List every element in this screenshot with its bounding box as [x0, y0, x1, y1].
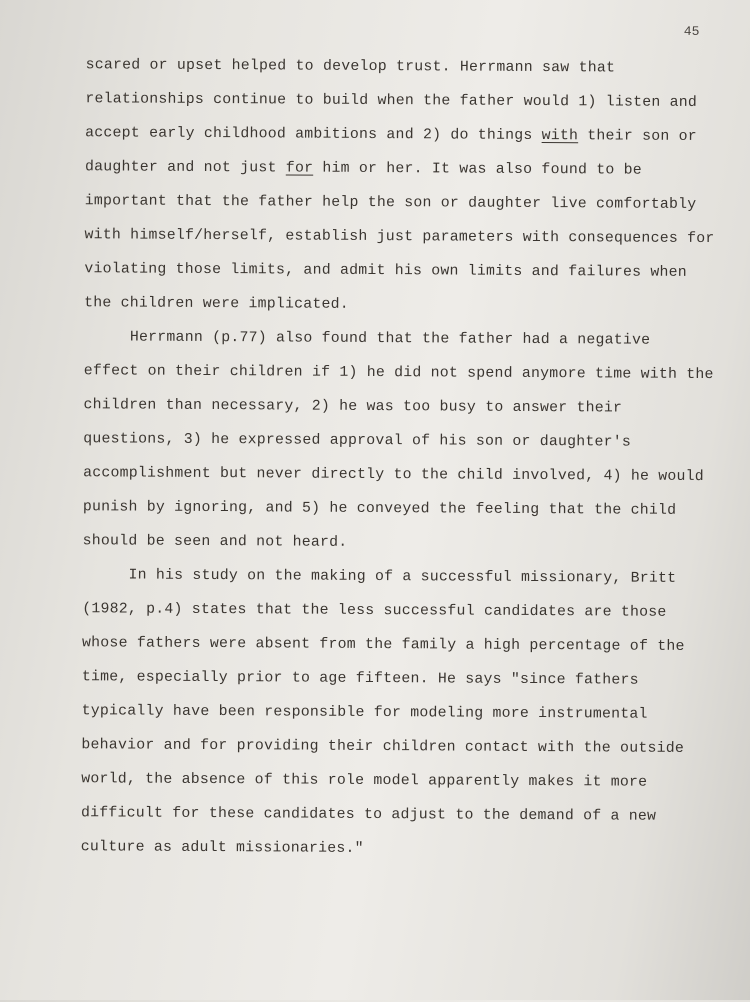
underlined-word-for: for [285, 160, 314, 177]
page-number: 45 [683, 23, 700, 39]
body-text [81, 48, 716, 868]
underlined-word-with: with [541, 128, 579, 145]
paragraph-1 [84, 48, 716, 324]
paragraph-2: Herrmann (p.77) also found that the father had a negative effect on their children if 1) he did not spend anymore time with the children than necessary, 2) he was too busy to answer their questions, 3) he expressed approval of his son or daughter's accomplishment but never directly to the child involved, 4) he would punish by ignoring, and 5) he conveyed the feeling that the child should be seen and not heard. [82, 329, 714, 551]
paragraph-3: In his study on the making of a successful missionary, Britt (1982, p.4) states that the less successful candidates are those whose fathers were absent from the family a high percentage of the time, especially prior to age fifteen. He says "since fathers typically have been responsible for modeling more instrumental behavior and for providing their children contact with the outside world, the absence of this role model apparently makes it more difficult for these candidates to adjust to the demand of a new culture as adult missionaries." [80, 567, 685, 857]
paragraph-1-text-c: him or her. It was also found to be important that the father help the son or daughter live comfortably with himself/herself, establish just parameters with consequences for violating those limits, and admit his own limits and failures when the children were implicated. [84, 160, 715, 313]
paragraph-1-text-b: their son or daughter and not just [84, 128, 697, 177]
paragraph-1-text-a: scared or upset helped to develop trust. Herrmann saw that relationships continue to build when the father would 1) listen and accept early childhood ambitions and 2) do things [85, 57, 698, 145]
